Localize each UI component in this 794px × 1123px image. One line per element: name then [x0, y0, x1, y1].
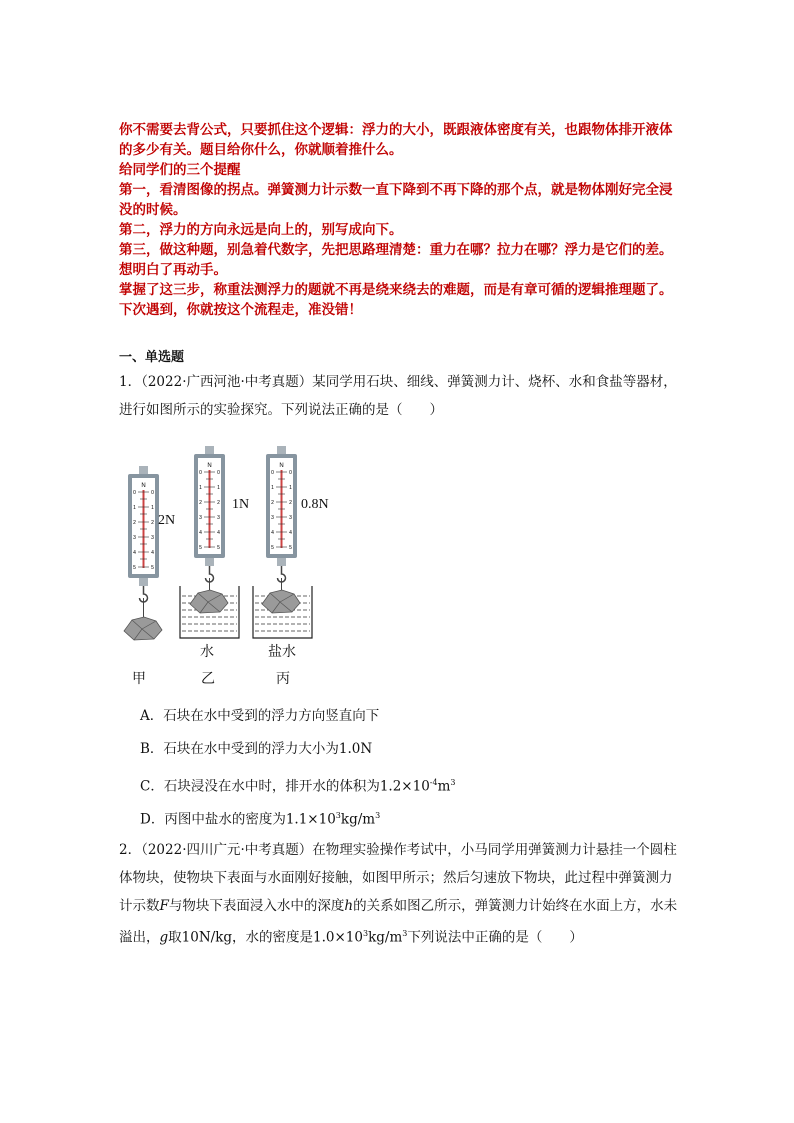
option-b[interactable]: B．石块在水中受到的浮力大小为1.0N: [140, 741, 373, 757]
variable-F: F: [159, 898, 169, 914]
scale-tick-label: 4: [289, 530, 292, 536]
reading-bing: 0.8N: [301, 497, 329, 512]
scale-tick-label: 0: [199, 470, 202, 476]
tips-point-3: 第三，做这种题，别急着代数字，先把思路理清楚：重力在哪？拉力在哪？浮力是它们的差。想明白了再动手。: [119, 242, 673, 278]
scale-tick-label: 2: [289, 500, 292, 506]
scale-unit-label: N: [207, 463, 212, 469]
option-d-exponent: 3: [335, 811, 341, 820]
scale-tick-label: 0: [271, 470, 274, 476]
scale-tick-label: 5: [289, 545, 292, 551]
rock-bing: [262, 590, 300, 613]
scale-tick-label: 3: [151, 535, 154, 541]
variable-g: g: [159, 929, 169, 946]
exponent: 3: [402, 929, 408, 938]
scale-tick-label: 1: [271, 485, 274, 491]
caption-yi: 乙: [201, 672, 215, 687]
rock-jia: [124, 617, 162, 640]
question-1-text: [119, 368, 679, 424]
scale-tick-label: 5: [133, 565, 136, 571]
question-2-source: （2022·四川广元·中考真题）: [141, 842, 313, 858]
scale-tick-label: 5: [199, 545, 202, 551]
scale-tick-label: 1: [289, 485, 292, 491]
option-d-unit-exponent: 3: [375, 811, 381, 820]
scale-tick-label: 2: [271, 500, 274, 506]
option-d-unit: kg/m: [340, 811, 376, 828]
question-2-number: 2．: [119, 842, 142, 858]
option-d-text: D．丙图中盐水的密度为1.1×10: [140, 811, 336, 828]
scale-tick-label: 3: [271, 515, 274, 521]
liquid-label-brine: 盐水: [268, 645, 296, 660]
scale-tick-label: 1: [133, 505, 136, 511]
question-2-stem-part: 的关系如图乙所示，弹簧测力计始终在水面上方，水未溢出，: [119, 898, 678, 946]
question-2-stem-part: 取10N/kg，水的密度是1.0×10: [168, 929, 363, 946]
question-1: [119, 368, 679, 424]
option-c-unit-exponent: 3: [450, 778, 456, 787]
liquid-label-water: 水: [200, 645, 214, 660]
caption-bing: 丙: [276, 672, 290, 687]
scale-tick-label: 1: [217, 485, 220, 491]
scale-tick-label: 0: [133, 490, 136, 496]
spring-scale-diagram: [112, 440, 352, 690]
question-2-stem-part: 下列说法中正确的是（ ）: [407, 929, 583, 946]
question-2: [119, 836, 679, 952]
caption-jia: 甲: [132, 672, 146, 687]
scale-tick-label: 1: [199, 485, 202, 491]
scale-tick-label: 3: [217, 515, 220, 521]
question-1-number: 1．: [119, 374, 142, 390]
option-c-unit: m: [437, 778, 451, 795]
scale-tick-label: 4: [271, 530, 274, 536]
section-title: 一、单选题: [119, 350, 185, 365]
tips-heading: 给同学们的三个提醒: [119, 162, 241, 178]
scale-tick-label: 2: [217, 500, 220, 506]
scale-unit-label: N: [279, 463, 284, 469]
scale-tick-label: 4: [133, 550, 136, 556]
scale-tick-label: 2: [151, 520, 154, 526]
scale-tick-label: 2: [133, 520, 136, 526]
option-d[interactable]: [140, 799, 456, 832]
tips-block: [119, 120, 679, 320]
scale-tick-label: 4: [217, 530, 220, 536]
scale-tick-label: 0: [217, 470, 220, 476]
question-2-text: [119, 836, 679, 952]
variable-h: h: [344, 898, 354, 914]
question-2-stem-part: 与物块下表面浸入水中的深度: [168, 898, 345, 914]
option-c-exponent: -4: [429, 778, 438, 787]
question-1-stem: 某同学用石块、细线、弹簧测力计、烧杯、水和食盐等器材，进行如图所示的实验探究。下列说法正确的是（ ）: [119, 374, 677, 418]
scale-tick-label: 3: [199, 515, 202, 521]
scale-tick-label: 1: [151, 505, 154, 511]
scale-tick-label: 0: [289, 470, 292, 476]
question-1-options: [140, 700, 456, 832]
scale-tick-label: 0: [151, 490, 154, 496]
scale-unit-label: N: [141, 483, 146, 489]
spring-scale-figure: [112, 440, 352, 690]
option-c[interactable]: [140, 766, 456, 799]
scale-tick-label: 4: [199, 530, 202, 536]
question-2-stem-part: kg/m: [368, 929, 403, 946]
tips-closing: 掌握了这三步，称重法测浮力的题就不再是绕来绕去的难题，而是有章可循的逻辑推理题了。下次遇到，你就按这个流程走，准没错！: [119, 282, 673, 318]
reading-yi: 1N: [232, 497, 250, 512]
question-1-source: （2022·广西河池·中考真题）: [141, 374, 313, 390]
scale-tick-label: 4: [151, 550, 154, 556]
question-2-stem-part: 在物理实验操作考试中，小马同学用弹簧测力计悬挂一个圆柱体物块，使物块下表面与水面刚好接触，如图甲所示；然后匀速放下物块，此过程中弹簧测力计示数: [119, 842, 677, 914]
scale-tick-label: 5: [151, 565, 154, 571]
scale-tick-label: 2: [199, 500, 202, 506]
exponent: 3: [362, 929, 369, 938]
scale-tick-label: 3: [289, 515, 292, 521]
rock-yi: [190, 590, 228, 613]
reading-jia: 2N: [158, 513, 176, 528]
option-a[interactable]: A．石块在水中受到的浮力方向竖直向下: [140, 708, 380, 724]
scale-tick-label: 5: [217, 545, 220, 551]
tips-point-2: 第二，浮力的方向永远是向上的，别写成向下。: [119, 222, 403, 238]
tips-paragraph: 你不需要去背公式，只要抓住这个逻辑：浮力的大小，既跟液体密度有关，也跟物体排开液体的多少有关。题目给你什么，你就顺着推什么。: [119, 122, 673, 158]
tips-point-1: 第一，看清图像的拐点。弹簧测力计示数一直下降到不再下降的那个点，就是物体刚好完全浸没的时候。: [119, 182, 673, 218]
scale-tick-label: 3: [133, 535, 136, 541]
option-c-text: C．石块浸没在水中时，排开水的体积为1.2×10: [140, 778, 430, 795]
scale-tick-label: 5: [271, 545, 274, 551]
